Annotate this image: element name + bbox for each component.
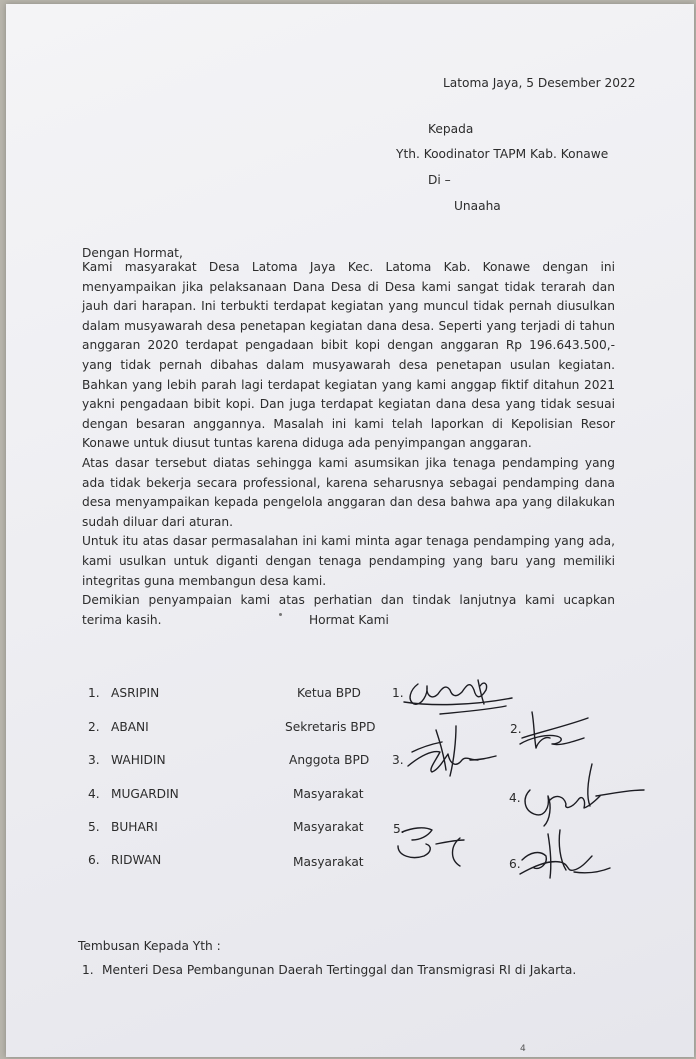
signatory-name: ASRIPIN <box>111 686 160 700</box>
recipient-city: Unaaha <box>454 199 501 213</box>
signature-asripin <box>404 680 512 714</box>
page-number: 4 <box>520 1044 526 1054</box>
signatory-number: 3. <box>88 753 100 767</box>
signatory-number: 4. <box>88 787 100 801</box>
body-paragraph: Atas dasar tersebut diatas sehingga kami asumsikan jika tenaga pendamping yang ada tidak bekerja secara professional, karena seharusnya sebagai pendamping dana desa menyampaikan kepada pengelola anggaran dan desa bahwa apa yang dilakukan sudah diluar dari aturan. <box>82 455 615 529</box>
signatory-name: RIDWAN <box>111 853 162 867</box>
signature-mugardin <box>525 764 644 826</box>
signature-number: 5. <box>393 822 405 836</box>
body-paragraph: Kami masyarakat Desa Latoma Jaya Kec. Latoma Kab. Konawe dengan ini menyampaikan jika pelaksanaan Dana Desa di Desa kami sangat tidak terarah dan jauh dari harapan. Ini terbukti terdapat kegiatan yang muncul tidak pernah diusulkan dalam musyawarah desa penetapan kegiatan dana desa. Seperti yang terjadi di tahun anggaran 2020 terdapat pengadaan bibit kopi dengan anggaran Rp 196.643.500,- yang tidak pernah dibahas dalam musyawarah desa penetapan usulan kegiatan. Bahkan yang lebih parah lagi terdapat kegiatan yang kami anggap fiktif ditahun 2021 yakni pengadaan bibit kopi. Dan juga terdapat kegiatan dana desa yang tidak sesuai dengan besaran anggannya. Masalah ini kami telah laporkan di Kepolisian Resor Konawe untuk diusut tuntas karena diduga ada penyimpangan anggaran. <box>82 260 615 451</box>
signature-number: 3. <box>392 753 404 767</box>
signature-number: 4. <box>509 791 521 805</box>
signatory-number: 6. <box>88 853 100 867</box>
signatory-name: MUGARDIN <box>111 787 179 801</box>
signatory-role: Masyarakat <box>293 820 364 834</box>
body-paragraph: Demikian penyampaian kami atas perhatian dan tindak lanjutnya kami ucapkan terima kasih. <box>82 593 615 627</box>
cc-item-number: 1. <box>82 963 94 977</box>
signatory-name: WAHIDIN <box>111 753 166 767</box>
cc-label: Tembusan Kepada Yth : <box>78 939 221 953</box>
signatory-name: BUHARI <box>111 820 158 834</box>
signature-abani <box>520 712 588 748</box>
recipient: Yth. Koodinator TAPM Kab. Konawe <box>396 147 609 161</box>
signatory-role: Ketua BPD <box>297 686 361 700</box>
signatory-role: Masyarakat <box>293 855 364 869</box>
signature-number: 1. <box>392 686 404 700</box>
body-paragraph: Untuk itu atas dasar permasalahan ini kami minta agar tenaga pendamping yang ada, kami usulkan untuk diganti dengan tenaga pendamping yang baru yang memiliki integritas guna membangun desa kami. <box>82 534 615 588</box>
signature-number: 6. <box>509 857 521 871</box>
signature-buhari <box>398 828 464 866</box>
signatory-number: 5. <box>88 820 100 834</box>
signatory-role: Anggota BPD <box>289 753 370 767</box>
signatory-number: 1. <box>88 686 100 700</box>
cc-item-text: Menteri Desa Pembangunan Daerah Tertinggal dan Transmigrasi RI di Jakarta. <box>102 963 577 977</box>
signature-ridwan <box>520 830 610 878</box>
signatory-role: Masyarakat <box>293 787 364 801</box>
to-label: Kepada <box>428 122 474 136</box>
di-label: Di – <box>428 173 451 187</box>
signatory-number: 2. <box>88 720 100 734</box>
signature-wahidin <box>408 726 496 776</box>
closing: Hormat Kami <box>309 613 389 627</box>
signatory-name: ABANI <box>111 720 149 734</box>
place-date: Latoma Jaya, 5 Desember 2022 <box>443 76 636 90</box>
signatory-role: Sekretaris BPD <box>285 720 376 734</box>
signature-number: 2. <box>510 722 522 736</box>
greeting: Dengan Hormat, <box>82 246 183 260</box>
